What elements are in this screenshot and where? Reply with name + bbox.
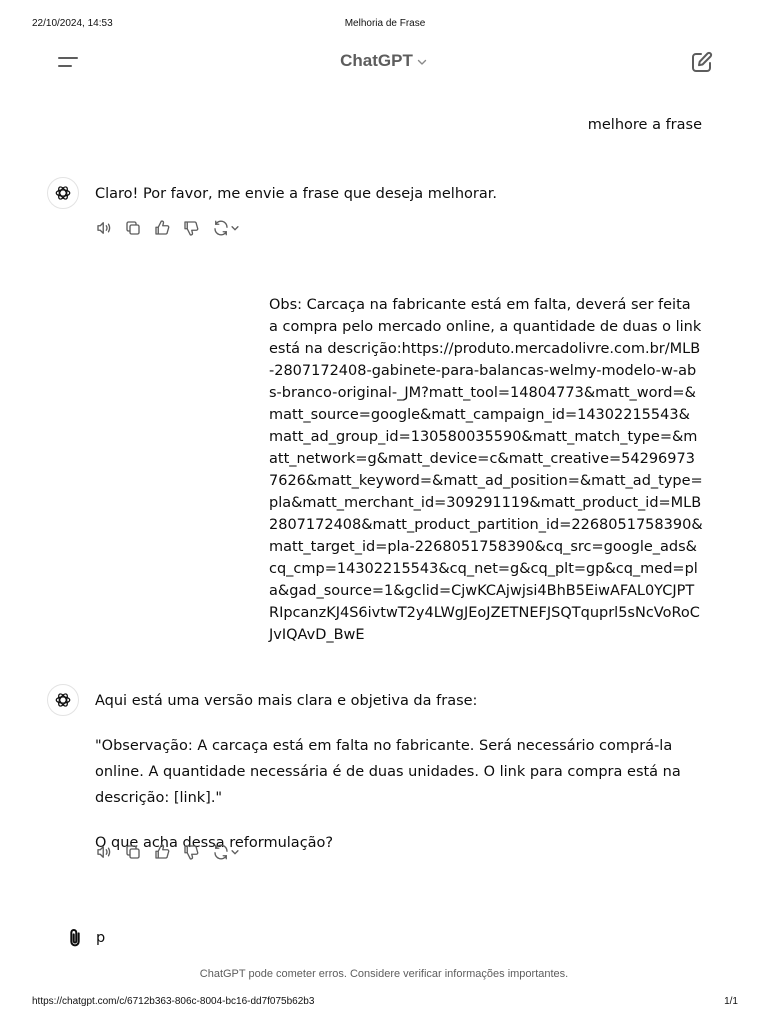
assistant-message [95, 688, 702, 856]
thumbs-down-button[interactable] [182, 219, 200, 237]
message-actions [95, 842, 252, 862]
print-footer [32, 996, 738, 1008]
thumbs-up-icon [153, 843, 171, 861]
copy-button[interactable] [124, 843, 142, 861]
new-chat-button[interactable] [690, 50, 714, 74]
copy-icon [124, 219, 142, 237]
model-name: ChatGPT [340, 51, 413, 70]
attach-button[interactable] [64, 926, 86, 950]
openai-logo-icon [54, 184, 72, 202]
copy-icon [124, 843, 142, 861]
composer [64, 926, 702, 950]
thumbs-up-button[interactable] [153, 219, 171, 237]
print-page-title: Melhoria de Frase [344, 18, 426, 29]
assistant-message-text: Claro! Por favor, me envie a frase que deseja melhorar. [95, 186, 497, 202]
assistant-question: O que acha dessa reformulação? [95, 835, 334, 851]
thumbs-down-icon [182, 843, 200, 861]
chevron-down-icon [230, 847, 240, 857]
thumbs-up-icon [153, 219, 171, 237]
thumbs-down-icon [182, 219, 200, 237]
assistant-avatar [47, 177, 79, 209]
thumbs-down-button[interactable] [182, 843, 200, 861]
message-actions [95, 218, 252, 238]
print-url: https://chatgpt.com/c/6712b363-806c-8004-bc16-dd7f075b62b3 [32, 996, 315, 1007]
regenerate-icon [212, 219, 230, 237]
message-input[interactable] [96, 928, 596, 948]
assistant-avatar [47, 684, 79, 716]
assistant-intro: Aqui está uma versão mais clara e objetiva da frase: [95, 693, 478, 709]
regenerate-button[interactable] [211, 843, 241, 861]
edit-icon [690, 50, 714, 74]
read-aloud-button[interactable] [95, 843, 113, 861]
top-bar [0, 44, 768, 80]
regenerate-icon [212, 843, 230, 861]
model-selector[interactable] [329, 51, 439, 73]
print-page-count: 1/1 [724, 996, 738, 1007]
hamburger-icon [56, 50, 80, 74]
copy-button[interactable] [124, 219, 142, 237]
disclaimer: ChatGPT pode cometer erros. Considere verificar informações importantes. [199, 968, 569, 980]
speaker-icon [95, 219, 113, 237]
paperclip-icon [64, 926, 86, 950]
user-message: Obs: Carcaça na fabricante está em falta, deverá ser feita a compra pelo mercado online, a quantidade de duas o link está na descrição:https://produto.mercadolivre.com.br/MLB-2807172408-gabinete-para-balancas-welmy-modelo-w-abs-branco-original-_JM?matt_tool=14804773&matt_word=&matt_source=google&matt_campaign_id=14302215543&matt_ad_group_id=130580035590&matt_match_type=&matt_network=g&matt_device=c&matt_creative=542969737626&matt_keyword=&matt_ad_position=&matt_ad_type=pla&matt_merchant_id=309291119&matt_product_id=MLB2807172408&matt_product_partition_id=2268051758390&matt_target_id=pla-2268051758390&cq_src=google_ads&cq_cmp=14302215543&cq_net=g&cq_plt=gp&cq_med=pla&gad_source=1&gclid=CjwKCAjwjsi4BhB5EiwAFAL0YCJPTRIpcanzKJ4S6ivtwT2y4LWgJEoJZETNEFJSQTquprl5sNcVoRoCJvIQAvD_BwE [269, 297, 703, 643]
assistant-message [95, 181, 702, 207]
read-aloud-button[interactable] [95, 219, 113, 237]
openai-logo-icon [54, 691, 72, 709]
speaker-icon [95, 843, 113, 861]
print-header [32, 18, 738, 30]
sidebar-toggle-button[interactable] [56, 50, 80, 74]
user-message: melhore a frase [587, 117, 702, 133]
chevron-down-icon [416, 56, 428, 68]
print-datetime: 22/10/2024, 14:53 [32, 18, 113, 29]
assistant-quote: "Observação: A carcaça está em falta no fabricante. Será necessário comprá-la online. A quantidade necessária é de duas unidades. O link para compra está na descrição: [link]." [95, 738, 681, 806]
thumbs-up-button[interactable] [153, 843, 171, 861]
chevron-down-icon [230, 223, 240, 233]
regenerate-button[interactable] [211, 219, 241, 237]
